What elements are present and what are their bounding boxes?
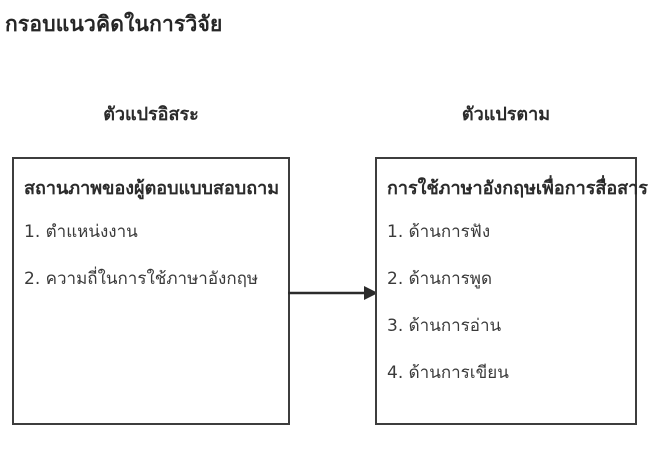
dependent-box-item-2: 2. ด้านการพูด bbox=[387, 269, 493, 289]
dependent-box-item-1: 1. ด้านการฟัง bbox=[387, 222, 491, 242]
relationship-arrow bbox=[288, 284, 378, 302]
dependent-variable-header: ตัวแปรตาม bbox=[461, 104, 551, 125]
independent-box-item-2: 2. ความถี่ในการใช้ภาษาอังกฤษ bbox=[24, 269, 259, 289]
dependent-box-item-4: 4. ด้านการเขียน bbox=[387, 363, 509, 383]
independent-box-heading: สถานภาพของผู้ตอบแบบสอบถาม bbox=[24, 178, 280, 199]
independent-variable-header: ตัวแปรอิสระ bbox=[103, 104, 199, 125]
dependent-variable-box bbox=[375, 157, 648, 425]
independent-box-item-1: 1. ตำแหน่งงาน bbox=[24, 222, 138, 242]
independent-variable-box bbox=[12, 157, 290, 425]
diagram-title: กรอบแนวคิดในการวิจัย bbox=[5, 12, 223, 36]
dependent-box-heading: การใช้ภาษาอังกฤษเพื่อการสื่อสาร bbox=[387, 178, 648, 199]
dependent-box-item-3: 3. ด้านการอ่าน bbox=[387, 316, 502, 336]
right-arrow-icon bbox=[288, 284, 378, 302]
